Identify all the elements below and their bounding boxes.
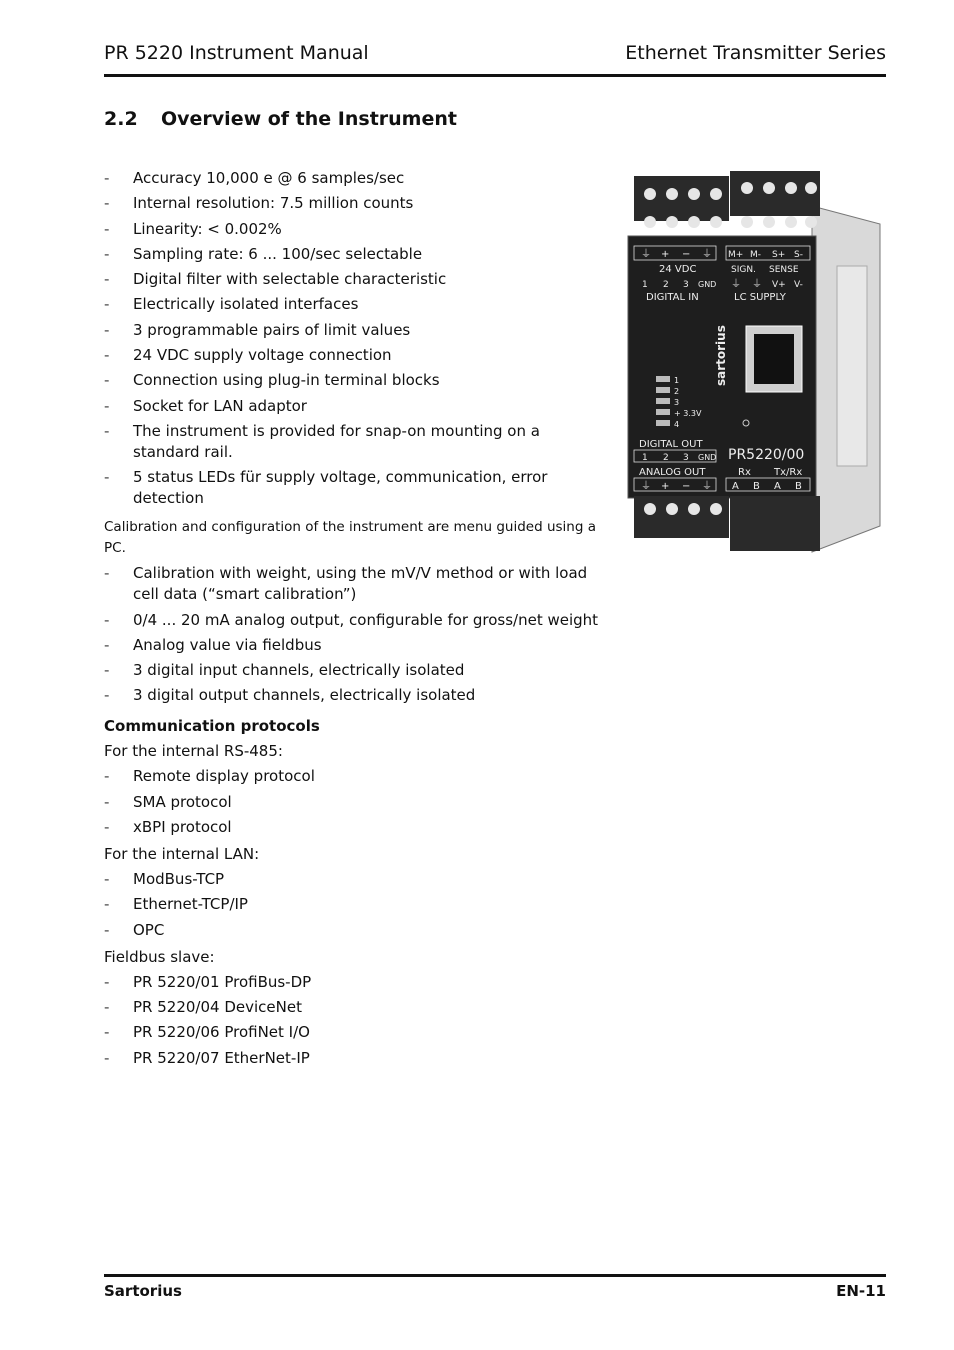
list-item-text: Connection using plug-in terminal blocks — [133, 371, 440, 390]
ao-term-4: ⏚ — [702, 481, 712, 492]
list-item-text: 24 VDC supply voltage connection — [133, 346, 392, 365]
list-item — [104, 997, 599, 1018]
dash-bullet: - — [104, 661, 110, 680]
list-item — [104, 370, 599, 391]
list-item — [104, 244, 599, 265]
protocols-heading: Communication protocols — [104, 717, 320, 736]
txrx-label: Tx/Rx — [774, 467, 803, 478]
list-item-text: 5 status LEDs für supply voltage, communication, error detection — [133, 468, 548, 508]
list-item-text: 3 digital output channels, electrically isolated — [133, 686, 476, 705]
led-label-33v: + 3.3V — [674, 409, 702, 418]
ser-term-1: A — [732, 481, 739, 492]
list-item — [104, 467, 599, 509]
list-item — [104, 294, 599, 315]
analog-out-label: ANALOG OUT — [639, 467, 706, 478]
ao-term-1: ⏚ — [641, 481, 651, 492]
dash-bullet: - — [104, 767, 110, 786]
tr-term-1: M+ — [728, 250, 744, 260]
list-item-text: PR 5220/04 DeviceNet — [133, 997, 302, 1016]
lan-label: For the internal LAN: — [104, 845, 260, 864]
di-term-gnd: GND — [698, 280, 717, 289]
tr-term-2: M- — [750, 250, 762, 260]
lc-term-3: V+ — [772, 280, 786, 290]
lc-term-1: ⏚ — [731, 279, 741, 290]
lc-term-2: ⏚ — [752, 279, 762, 290]
list-item-text: Electrically isolated interfaces — [133, 295, 359, 314]
dash-bullet: - — [104, 169, 110, 187]
list-item — [104, 894, 599, 915]
list-item — [104, 421, 599, 463]
fieldbus-list — [104, 972, 599, 1069]
dash-bullet: - — [104, 792, 110, 811]
dash-bullet: - — [104, 346, 110, 365]
list-item-text: Digital filter with selectable characteristic — [133, 270, 447, 289]
list-item-text: Internal resolution: 7.5 million counts — [133, 194, 414, 213]
list-item-text: Ethernet-TCP/IP — [133, 895, 248, 914]
list-item — [104, 972, 599, 993]
list-item — [104, 635, 599, 656]
device-image — [612, 166, 887, 558]
ser-term-2: B — [753, 481, 760, 492]
do-term-gnd: GND — [698, 453, 717, 462]
list-item — [104, 219, 599, 240]
list-item — [104, 920, 599, 941]
list-item-text: Sampling rate: 6 ... 100/sec selectable — [133, 244, 423, 263]
list-item — [104, 193, 599, 214]
led-label-2: 2 — [674, 387, 680, 396]
tl-term-1: ⏚ — [641, 249, 651, 260]
page-number: EN-11 — [836, 1282, 886, 1300]
led-label-1: 1 — [674, 376, 680, 385]
feature-list — [104, 168, 599, 509]
list-item-text: Socket for LAN adaptor — [133, 396, 307, 415]
dash-bullet: - — [104, 320, 110, 339]
list-item — [104, 792, 599, 813]
ao-term-3: − — [682, 481, 691, 492]
dash-bullet: - — [104, 997, 110, 1016]
di-term-1: 1 — [642, 280, 648, 290]
tl-term-4: ⏚ — [702, 249, 712, 260]
footer-company: Sartorius — [104, 1282, 182, 1300]
list-item — [104, 1048, 599, 1069]
section-title: Overview of the Instrument — [161, 108, 457, 130]
ser-term-4: B — [795, 481, 802, 492]
dash-bullet: - — [104, 396, 110, 415]
dash-bullet: - — [104, 1048, 110, 1067]
list-item — [104, 269, 599, 290]
dash-bullet: - — [104, 920, 110, 939]
list-item-text: Linearity: < 0.002% — [133, 219, 282, 238]
do-term-3: 3 — [683, 453, 689, 463]
sign-label: SIGN. — [731, 265, 756, 275]
tr-term-3: S+ — [772, 250, 786, 260]
list-item-text: Remote display protocol — [133, 767, 315, 786]
rx-label: Rx — [738, 467, 751, 478]
rs485-list — [104, 766, 599, 838]
list-item-text: Analog value via fieldbus — [133, 635, 322, 654]
dash-bullet: - — [104, 219, 110, 238]
list-item — [104, 660, 599, 681]
list-item-text: Calibration with weight, using the mV/V method or with load cell data (“smart calibration”) — [133, 564, 588, 604]
dash-bullet: - — [104, 610, 110, 629]
do-term-2: 2 — [663, 453, 669, 463]
list-item-text: SMA protocol — [133, 792, 232, 811]
section-heading — [104, 108, 457, 130]
calibration-list — [104, 563, 599, 706]
list-item-text: 3 digital input channels, electrically isolated — [133, 661, 465, 680]
led-label-3: 3 — [674, 398, 680, 407]
di-term-2: 2 — [663, 280, 669, 290]
di-term-3: 3 — [683, 280, 689, 290]
list-item-text: PR 5220/01 ProfiBus-DP — [133, 972, 312, 991]
calibration-intro: Calibration and configuration of the instrument are menu guided using a PC. — [104, 519, 596, 557]
list-item — [104, 817, 599, 838]
list-item — [104, 685, 599, 706]
list-item — [104, 345, 599, 366]
do-term-1: 1 — [642, 453, 648, 463]
dash-bullet: - — [104, 635, 110, 654]
dash-bullet: - — [104, 564, 110, 583]
series-title: Ethernet Transmitter Series — [625, 42, 886, 64]
list-item — [104, 168, 599, 189]
model-label: PR5220/00 — [728, 447, 805, 463]
dash-bullet: - — [104, 870, 110, 889]
rs485-label: For the internal RS-485: — [104, 742, 283, 761]
dash-bullet: - — [104, 194, 110, 213]
page-footer — [104, 1274, 886, 1300]
list-item-text: ModBus-TCP — [133, 870, 225, 889]
list-item — [104, 1022, 599, 1043]
list-item — [104, 766, 599, 787]
dash-bullet: - — [104, 371, 110, 390]
dash-bullet: - — [104, 1023, 110, 1042]
main-content — [104, 168, 599, 1073]
list-item-text: 0/4 ... 20 mA analog output, configurable for gross/net weight — [133, 610, 599, 629]
dash-bullet: - — [104, 686, 110, 705]
list-item — [104, 869, 599, 890]
list-item-text: The instrument is provided for snap-on mounting on a standard rail. — [133, 421, 540, 461]
ao-term-2: + — [661, 481, 670, 492]
sense-label: SENSE — [769, 265, 799, 275]
lc-supply-label: LC SUPPLY — [734, 292, 786, 303]
dash-bullet: - — [104, 270, 110, 289]
brand-logo: sartorius — [714, 325, 728, 386]
tl-term-3: − — [682, 249, 691, 260]
list-item-text: PR 5220/06 ProfiNet I/O — [133, 1023, 310, 1042]
list-item — [104, 610, 599, 631]
tr-term-4: S- — [794, 250, 803, 260]
digital-out-label: DIGITAL OUT — [639, 439, 703, 450]
page-header — [104, 40, 886, 77]
list-item-text: OPC — [133, 920, 165, 939]
list-item-text: 3 programmable pairs of limit values — [133, 320, 411, 339]
dash-bullet: - — [104, 818, 110, 837]
dash-bullet: - — [104, 295, 110, 314]
manual-title: PR 5220 Instrument Manual — [104, 42, 369, 64]
list-item — [104, 396, 599, 417]
section-number: 2.2 — [104, 108, 138, 130]
list-item-text: PR 5220/07 EtherNet-IP — [133, 1048, 310, 1067]
list-item-text: xBPI protocol — [133, 818, 232, 837]
dash-bullet: - — [104, 468, 110, 487]
digital-in-label: DIGITAL IN — [646, 292, 699, 303]
list-item-text: Accuracy 10,000 e @ 6 samples/sec — [133, 169, 405, 187]
tl-term-2: + — [661, 249, 670, 260]
ser-term-3: A — [774, 481, 781, 492]
vdc-label: 24 VDC — [659, 264, 697, 275]
lan-list — [104, 869, 599, 941]
list-item — [104, 563, 599, 605]
dash-bullet: - — [104, 895, 110, 914]
list-item — [104, 320, 599, 341]
dash-bullet: - — [104, 421, 110, 440]
dash-bullet: - — [104, 972, 110, 991]
led-label-4: 4 — [674, 420, 680, 429]
fieldbus-label: Fieldbus slave: — [104, 947, 215, 966]
lc-term-4: V- — [794, 280, 803, 290]
dash-bullet: - — [104, 244, 110, 263]
